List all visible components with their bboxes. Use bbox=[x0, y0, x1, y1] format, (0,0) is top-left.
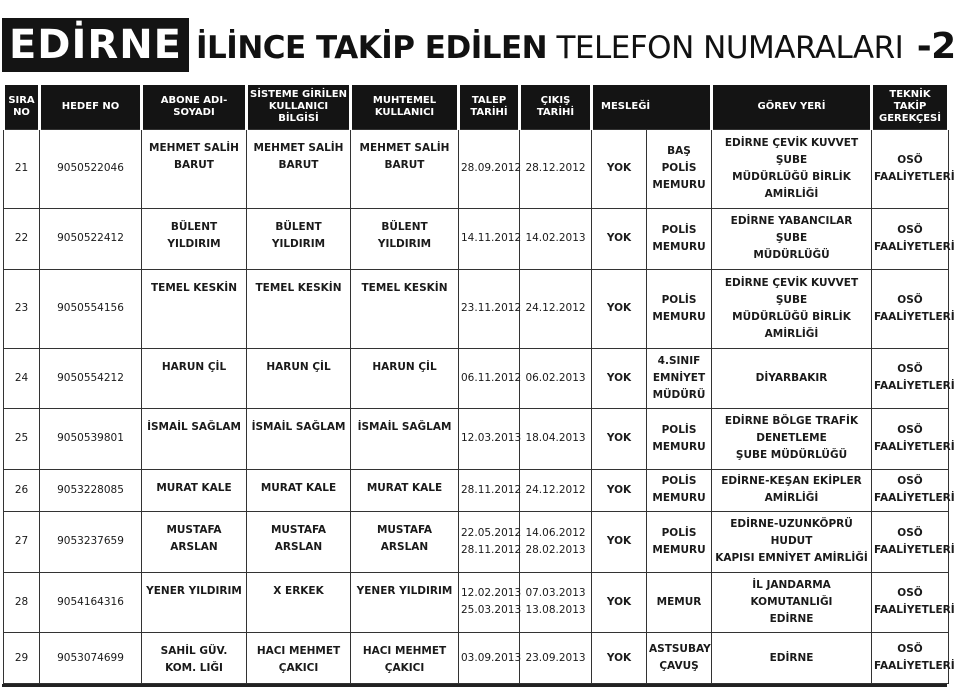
cell-cikis: 28.12.2012 bbox=[520, 130, 592, 209]
cell-sira: 25 bbox=[4, 409, 40, 470]
table-header-row bbox=[4, 85, 949, 130]
cell-hedef: 9053228085 bbox=[40, 469, 142, 511]
bottom-rule bbox=[2, 684, 947, 687]
cell-abone: SAHİL GÜV. KOM. LIĞI bbox=[142, 633, 247, 684]
cell-meslek-yok: YOK bbox=[592, 208, 647, 269]
headline bbox=[196, 22, 956, 72]
cell-meslek-yok: YOK bbox=[592, 269, 647, 348]
table-row bbox=[4, 130, 949, 209]
cell-abone: MURAT KALE bbox=[142, 469, 247, 511]
cell-meslek-yok: YOK bbox=[592, 511, 647, 572]
cell-talep: 28.09.2012 bbox=[459, 130, 520, 209]
table-row bbox=[4, 633, 949, 684]
page-header bbox=[0, 0, 956, 84]
cell-meslek: POLİS MEMURU bbox=[647, 469, 712, 511]
cell-abone: TEMEL KESKİN bbox=[142, 269, 247, 348]
cell-hedef: 9050522046 bbox=[40, 130, 142, 209]
cell-meslek-yok: YOK bbox=[592, 130, 647, 209]
cell-muhtemel: BÜLENT YILDIRIM bbox=[351, 208, 459, 269]
cell-talep: 14.11.2012 bbox=[459, 208, 520, 269]
cell-gerekce: OSÖ FAALİYETLERİ bbox=[872, 269, 949, 348]
cell-cikis: 24.12.2012 bbox=[520, 269, 592, 348]
cell-abone: HARUN ÇİL bbox=[142, 348, 247, 409]
cell-sisteme: TEMEL KESKİN bbox=[247, 269, 351, 348]
cell-talep: 12.02.2013 25.03.2013 bbox=[459, 572, 520, 633]
cell-talep: 28.11.2012 bbox=[459, 469, 520, 511]
brand-box: EDİRNE bbox=[2, 18, 189, 72]
headline-light: TELEFON NUMARALARI bbox=[556, 30, 904, 66]
cell-meslek: ASTSUBAY ÇAVUŞ bbox=[647, 633, 712, 684]
cell-cikis: 07.03.2013 13.08.2013 bbox=[520, 572, 592, 633]
table-row bbox=[4, 269, 949, 348]
cell-muhtemel: HARUN ÇİL bbox=[351, 348, 459, 409]
cell-abone: İSMAİL SAĞLAM bbox=[142, 409, 247, 470]
cell-muhtemel: TEMEL KESKİN bbox=[351, 269, 459, 348]
cell-gerekce: OSÖ FAALİYETLERİ bbox=[872, 511, 949, 572]
col-gorev: GÖREV YERİ bbox=[712, 85, 872, 130]
cell-meslek: POLİS MEMURU bbox=[647, 409, 712, 470]
cell-gorev: EDİRNE-UZUNKÖPRÜ HUDUT KAPISI EMNİYET AMİRLİĞİ bbox=[712, 511, 872, 572]
cell-talep: 12.03.2013 bbox=[459, 409, 520, 470]
cell-sira: 28 bbox=[4, 572, 40, 633]
table-row bbox=[4, 348, 949, 409]
cell-cikis: 06.02.2013 bbox=[520, 348, 592, 409]
cell-sira: 21 bbox=[4, 130, 40, 209]
cell-talep: 22.05.2012 28.11.2012 bbox=[459, 511, 520, 572]
cell-gerekce: OSÖ FAALİYETLERİ bbox=[872, 633, 949, 684]
cell-abone: MEHMET SALİH BARUT bbox=[142, 130, 247, 209]
cell-sisteme: MUSTAFA ARSLAN bbox=[247, 511, 351, 572]
cell-meslek: MEMUR bbox=[647, 572, 712, 633]
cell-meslek: POLİS MEMURU bbox=[647, 511, 712, 572]
col-cikis: ÇIKIŞ TARİHİ bbox=[520, 85, 592, 130]
cell-sira: 26 bbox=[4, 469, 40, 511]
cell-sira: 27 bbox=[4, 511, 40, 572]
cell-gerekce: OSÖ FAALİYETLERİ bbox=[872, 208, 949, 269]
headline-number: -2 bbox=[916, 26, 956, 67]
cell-gorev: İL JANDARMA KOMUTANLIĞI EDİRNE bbox=[712, 572, 872, 633]
cell-meslek: POLİS MEMURU bbox=[647, 269, 712, 348]
cell-sira: 22 bbox=[4, 208, 40, 269]
cell-muhtemel: HACI MEHMET ÇAKICI bbox=[351, 633, 459, 684]
cell-sira: 29 bbox=[4, 633, 40, 684]
cell-meslek-yok: YOK bbox=[592, 348, 647, 409]
cell-gerekce: OSÖ FAALİYETLERİ bbox=[872, 469, 949, 511]
cell-muhtemel: MURAT KALE bbox=[351, 469, 459, 511]
phone-table bbox=[2, 85, 955, 684]
cell-meslek-yok: YOK bbox=[592, 633, 647, 684]
cell-gerekce: OSÖ FAALİYETLERİ bbox=[872, 130, 949, 209]
cell-muhtemel: MEHMET SALİH BARUT bbox=[351, 130, 459, 209]
cell-sisteme: MEHMET SALİH BARUT bbox=[247, 130, 351, 209]
cell-sisteme: X ERKEK bbox=[247, 572, 351, 633]
cell-hedef: 9053074699 bbox=[40, 633, 142, 684]
cell-gorev: EDİRNE ÇEVİK KUVVET ŞUBE MÜDÜRLÜĞÜ BİRLİK AMİRLİĞİ bbox=[712, 269, 872, 348]
cell-gorev: EDİRNE-KEŞAN EKİPLER AMİRLİĞİ bbox=[712, 469, 872, 511]
table-row bbox=[4, 409, 949, 470]
cell-hedef: 9050554156 bbox=[40, 269, 142, 348]
cell-gorev: EDİRNE bbox=[712, 633, 872, 684]
cell-sisteme: İSMAİL SAĞLAM bbox=[247, 409, 351, 470]
cell-hedef: 9050554212 bbox=[40, 348, 142, 409]
cell-gerekce: OSÖ FAALİYETLERİ bbox=[872, 572, 949, 633]
col-muhtemel: MUHTEMEL KULLANICI bbox=[351, 85, 459, 130]
cell-cikis: 14.02.2013 bbox=[520, 208, 592, 269]
col-meslek: MESLEĞİ bbox=[592, 85, 712, 130]
cell-gerekce: OSÖ FAALİYETLERİ bbox=[872, 348, 949, 409]
table-body bbox=[4, 130, 955, 684]
col-talep: TALEP TARİHİ bbox=[459, 85, 520, 130]
cell-hedef: 9053237659 bbox=[40, 511, 142, 572]
cell-meslek-yok: YOK bbox=[592, 409, 647, 470]
cell-meslek: 4.SINIF EMNİYET MÜDÜRÜ bbox=[647, 348, 712, 409]
headline-bold: İLİNCE TAKİP EDİLEN bbox=[196, 30, 548, 66]
cell-muhtemel: MUSTAFA ARSLAN bbox=[351, 511, 459, 572]
table-row bbox=[4, 469, 949, 511]
cell-sisteme: HACI MEHMET ÇAKICI bbox=[247, 633, 351, 684]
cell-talep: 23.11.2012 bbox=[459, 269, 520, 348]
cell-meslek-yok: YOK bbox=[592, 572, 647, 633]
cell-abone: MUSTAFA ARSLAN bbox=[142, 511, 247, 572]
col-sisteme: SİSTEME GİRİLEN KULLANICI BİLGİSİ bbox=[247, 85, 351, 130]
cell-muhtemel: İSMAİL SAĞLAM bbox=[351, 409, 459, 470]
cell-sisteme: HARUN ÇİL bbox=[247, 348, 351, 409]
cell-meslek: POLİS MEMURU bbox=[647, 208, 712, 269]
cell-hedef: 9050522412 bbox=[40, 208, 142, 269]
cell-talep: 03.09.2013 bbox=[459, 633, 520, 684]
table-row bbox=[4, 572, 949, 633]
cell-cikis: 18.04.2013 bbox=[520, 409, 592, 470]
cell-gerekce: OSÖ FAALİYETLERİ bbox=[872, 409, 949, 470]
cell-cikis: 24.12.2012 bbox=[520, 469, 592, 511]
cell-sisteme: MURAT KALE bbox=[247, 469, 351, 511]
col-hedef: HEDEF NO bbox=[40, 85, 142, 130]
cell-gorev: EDİRNE BÖLGE TRAFİK DENETLEME ŞUBE MÜDÜRLÜĞÜ bbox=[712, 409, 872, 470]
cell-abone: YENER YILDIRIM bbox=[142, 572, 247, 633]
cell-sira: 23 bbox=[4, 269, 40, 348]
cell-abone: BÜLENT YILDIRIM bbox=[142, 208, 247, 269]
cell-muhtemel: YENER YILDIRIM bbox=[351, 572, 459, 633]
col-sira: SIRA NO bbox=[4, 85, 40, 130]
cell-cikis: 23.09.2013 bbox=[520, 633, 592, 684]
cell-gorev: EDİRNE ÇEVİK KUVVET ŞUBE MÜDÜRLÜĞÜ BİRLİK AMİRLİĞİ bbox=[712, 130, 872, 209]
table-row bbox=[4, 511, 949, 572]
cell-sira: 24 bbox=[4, 348, 40, 409]
cell-sisteme: BÜLENT YILDIRIM bbox=[247, 208, 351, 269]
cell-meslek: BAŞ POLİS MEMURU bbox=[647, 130, 712, 209]
cell-cikis: 14.06.2012 28.02.2013 bbox=[520, 511, 592, 572]
cell-gorev: DİYARBAKIR bbox=[712, 348, 872, 409]
col-gerekce: TEKNİK TAKİP GEREKÇESİ bbox=[872, 85, 949, 130]
cell-hedef: 9054164316 bbox=[40, 572, 142, 633]
cell-talep: 06.11.2012 bbox=[459, 348, 520, 409]
cell-hedef: 9050539801 bbox=[40, 409, 142, 470]
cell-gorev: EDİRNE YABANCILAR ŞUBE MÜDÜRLÜĞÜ bbox=[712, 208, 872, 269]
col-abone: ABONE ADI-SOYADI bbox=[142, 85, 247, 130]
table-row bbox=[4, 208, 949, 269]
cell-meslek-yok: YOK bbox=[592, 469, 647, 511]
